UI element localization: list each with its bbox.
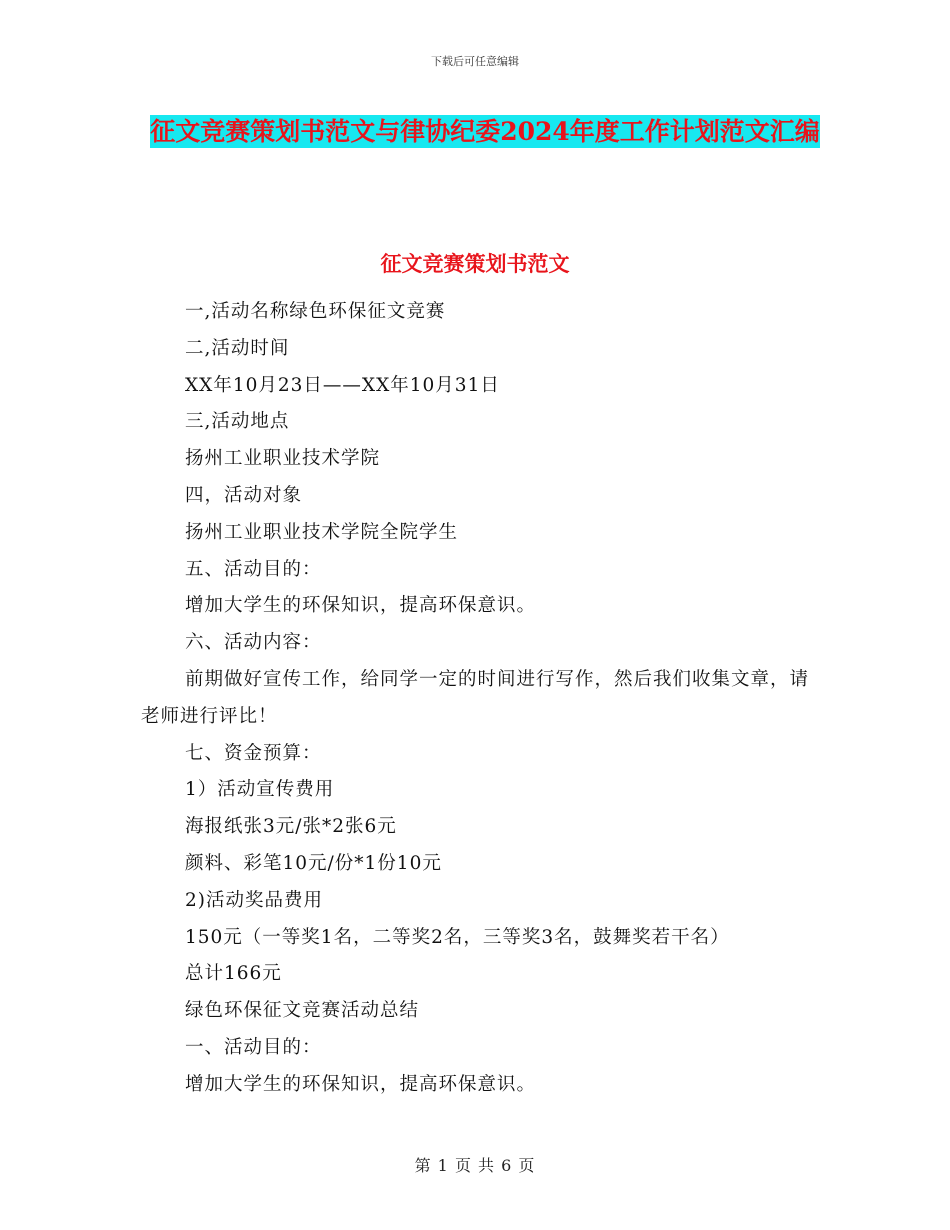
paragraph: 150元（一等奖1名，二等奖2名，三等奖3名，鼓舞奖若干名） [185,926,730,948]
page-footer: 第 1 页 共 6 页 [414,1156,536,1175]
document-title-text: 征文竞赛策划书范文与律协纪委2024年度工作计划范文汇编 [150,117,820,146]
paragraph: XX年10月23日——XX年10月31日 [185,374,500,396]
paragraph: 一、活动目的： [185,1036,322,1058]
paragraph: 四，活动对象 [185,484,303,506]
paragraph: 扬州工业职业技术学院 [185,448,381,470]
paragraph: 增加大学生的环保知识，提高环保意识。 [185,1073,537,1095]
paragraph: 五、活动目的： [185,558,322,580]
paragraph: 2)活动奖品费用 [185,889,323,911]
paragraph: 扬州工业职业技术学院全院学生 [185,521,459,543]
paragraph: 1）活动宣传费用 [185,779,335,801]
paragraph: 二,活动时间 [185,337,290,359]
section-title: 征文竞赛策划书范文 [380,251,570,276]
paragraph: 颜料、彩笔10元/份*1份10元 [185,852,442,874]
paragraph: 海报纸张3元/张*2张6元 [185,816,397,838]
paragraph: 七、资金预算： [185,742,322,764]
paragraph: 绿色环保征文竞赛活动总结 [185,1000,420,1022]
document-title [140,108,830,156]
paragraph: 六、活动内容： [185,632,322,654]
document-body [141,294,811,1104]
paragraph: 一,活动名称绿色环保征文竞赛 [185,301,446,322]
paragraph: 三,活动地点 [185,411,290,433]
header-note: 下载后可任意编辑 [431,55,519,68]
paragraph: 总计166元 [185,963,282,985]
paragraph: 前期做好宣传工作，给同学一定的时间进行写作，然后我们收集文章，请老师进行评比！ [141,668,810,727]
paragraph: 增加大学生的环保知识，提高环保意识。 [185,595,537,617]
